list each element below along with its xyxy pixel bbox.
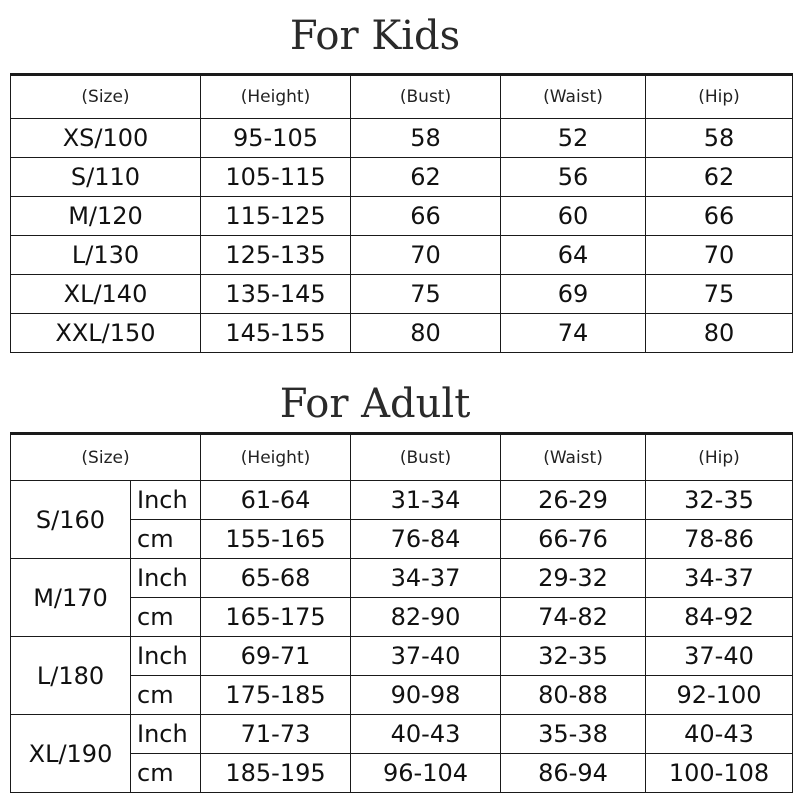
- adult-cell-unit: cm: [131, 676, 201, 715]
- kids-cell-height: 125-135: [201, 236, 351, 275]
- adult-cell-hip: 40-43: [646, 715, 793, 754]
- adult-cell-waist: 26-29: [501, 481, 646, 520]
- kids-header-bust: (Bust): [351, 75, 501, 119]
- adult-header-bust: (Bust): [351, 434, 501, 481]
- adult-cell-hip: 78-86: [646, 520, 793, 559]
- adult-cell-bust: 90-98: [351, 676, 501, 715]
- kids-cell-waist: 60: [501, 197, 646, 236]
- kids-header-row: [11, 75, 793, 119]
- adult-cell-bust: 82-90: [351, 598, 501, 637]
- adult-header-waist: (Waist): [501, 434, 646, 481]
- kids-cell-bust: 80: [351, 314, 501, 353]
- adult-cell-height: 175-185: [201, 676, 351, 715]
- kids-size-table: [10, 73, 793, 353]
- kids-cell-size: XL/140: [11, 275, 201, 314]
- kids-cell-bust: 58: [351, 119, 501, 158]
- adult-header-height: (Height): [201, 434, 351, 481]
- kids-table-row: [11, 119, 793, 158]
- adult-size-table: [10, 432, 793, 793]
- adult-cell-bust: 40-43: [351, 715, 501, 754]
- kids-cell-size: L/130: [11, 236, 201, 275]
- adult-header-hip: (Hip): [646, 434, 793, 481]
- adult-cell-waist: 86-94: [501, 754, 646, 793]
- kids-table-row: [11, 275, 793, 314]
- adult-cell-bust: 37-40: [351, 637, 501, 676]
- adult-cell-unit: Inch: [131, 715, 201, 754]
- adult-table-row: [11, 637, 793, 676]
- kids-header-height: (Height): [201, 75, 351, 119]
- adult-cell-hip: 34-37: [646, 559, 793, 598]
- kids-header-waist: (Waist): [501, 75, 646, 119]
- adult-cell-height: 71-73: [201, 715, 351, 754]
- adult-cell-hip: 100-108: [646, 754, 793, 793]
- adult-cell-hip: 37-40: [646, 637, 793, 676]
- kids-table-row: [11, 158, 793, 197]
- kids-table-row: [11, 314, 793, 353]
- adult-cell-waist: 80-88: [501, 676, 646, 715]
- adult-header-row: [11, 434, 793, 481]
- kids-cell-size: S/110: [11, 158, 201, 197]
- adult-cell-size: L/180: [11, 637, 131, 715]
- kids-cell-hip: 66: [646, 197, 793, 236]
- adult-cell-waist: 29-32: [501, 559, 646, 598]
- kids-cell-hip: 62: [646, 158, 793, 197]
- adult-table-row: [11, 559, 793, 598]
- kids-table-row: [11, 236, 793, 275]
- kids-cell-bust: 75: [351, 275, 501, 314]
- kids-cell-height: 95-105: [201, 119, 351, 158]
- kids-header-hip: (Hip): [646, 75, 793, 119]
- adult-cell-waist: 35-38: [501, 715, 646, 754]
- kids-cell-hip: 58: [646, 119, 793, 158]
- adult-cell-waist: 32-35: [501, 637, 646, 676]
- adult-cell-bust: 31-34: [351, 481, 501, 520]
- adult-cell-height: 61-64: [201, 481, 351, 520]
- kids-cell-height: 135-145: [201, 275, 351, 314]
- kids-cell-size: XXL/150: [11, 314, 201, 353]
- adult-cell-waist: 66-76: [501, 520, 646, 559]
- adult-cell-bust: 96-104: [351, 754, 501, 793]
- adult-cell-size: M/170: [11, 559, 131, 637]
- kids-cell-hip: 80: [646, 314, 793, 353]
- adult-title: For Adult: [279, 381, 471, 427]
- kids-cell-height: 145-155: [201, 314, 351, 353]
- kids-cell-waist: 56: [501, 158, 646, 197]
- adult-cell-unit: cm: [131, 754, 201, 793]
- kids-cell-height: 115-125: [201, 197, 351, 236]
- kids-cell-bust: 62: [351, 158, 501, 197]
- adult-header-size: (Size): [11, 434, 201, 481]
- kids-cell-size: M/120: [11, 197, 201, 236]
- adult-cell-unit: Inch: [131, 559, 201, 598]
- kids-cell-waist: 64: [501, 236, 646, 275]
- kids-title: For Kids: [289, 13, 461, 59]
- adult-cell-bust: 34-37: [351, 559, 501, 598]
- adult-cell-height: 165-175: [201, 598, 351, 637]
- adult-cell-hip: 92-100: [646, 676, 793, 715]
- adult-cell-unit: Inch: [131, 637, 201, 676]
- adult-cell-unit: cm: [131, 598, 201, 637]
- adult-table-row: [11, 715, 793, 754]
- adult-cell-unit: Inch: [131, 481, 201, 520]
- adult-cell-hip: 84-92: [646, 598, 793, 637]
- kids-cell-bust: 70: [351, 236, 501, 275]
- kids-cell-hip: 70: [646, 236, 793, 275]
- kids-cell-size: XS/100: [11, 119, 201, 158]
- adult-table-row: [11, 481, 793, 520]
- kids-cell-bust: 66: [351, 197, 501, 236]
- adult-cell-hip: 32-35: [646, 481, 793, 520]
- adult-cell-size: S/160: [11, 481, 131, 559]
- adult-cell-height: 65-68: [201, 559, 351, 598]
- adult-cell-waist: 74-82: [501, 598, 646, 637]
- kids-cell-height: 105-115: [201, 158, 351, 197]
- kids-cell-waist: 74: [501, 314, 646, 353]
- kids-header-size: (Size): [11, 75, 201, 119]
- kids-table-body: [11, 75, 793, 353]
- adult-cell-height: 155-165: [201, 520, 351, 559]
- kids-cell-waist: 52: [501, 119, 646, 158]
- adult-cell-height: 185-195: [201, 754, 351, 793]
- kids-cell-waist: 69: [501, 275, 646, 314]
- kids-table-row: [11, 197, 793, 236]
- adult-table-body: [11, 434, 793, 793]
- adult-cell-size: XL/190: [11, 715, 131, 793]
- adult-cell-height: 69-71: [201, 637, 351, 676]
- adult-cell-bust: 76-84: [351, 520, 501, 559]
- kids-cell-hip: 75: [646, 275, 793, 314]
- adult-cell-unit: cm: [131, 520, 201, 559]
